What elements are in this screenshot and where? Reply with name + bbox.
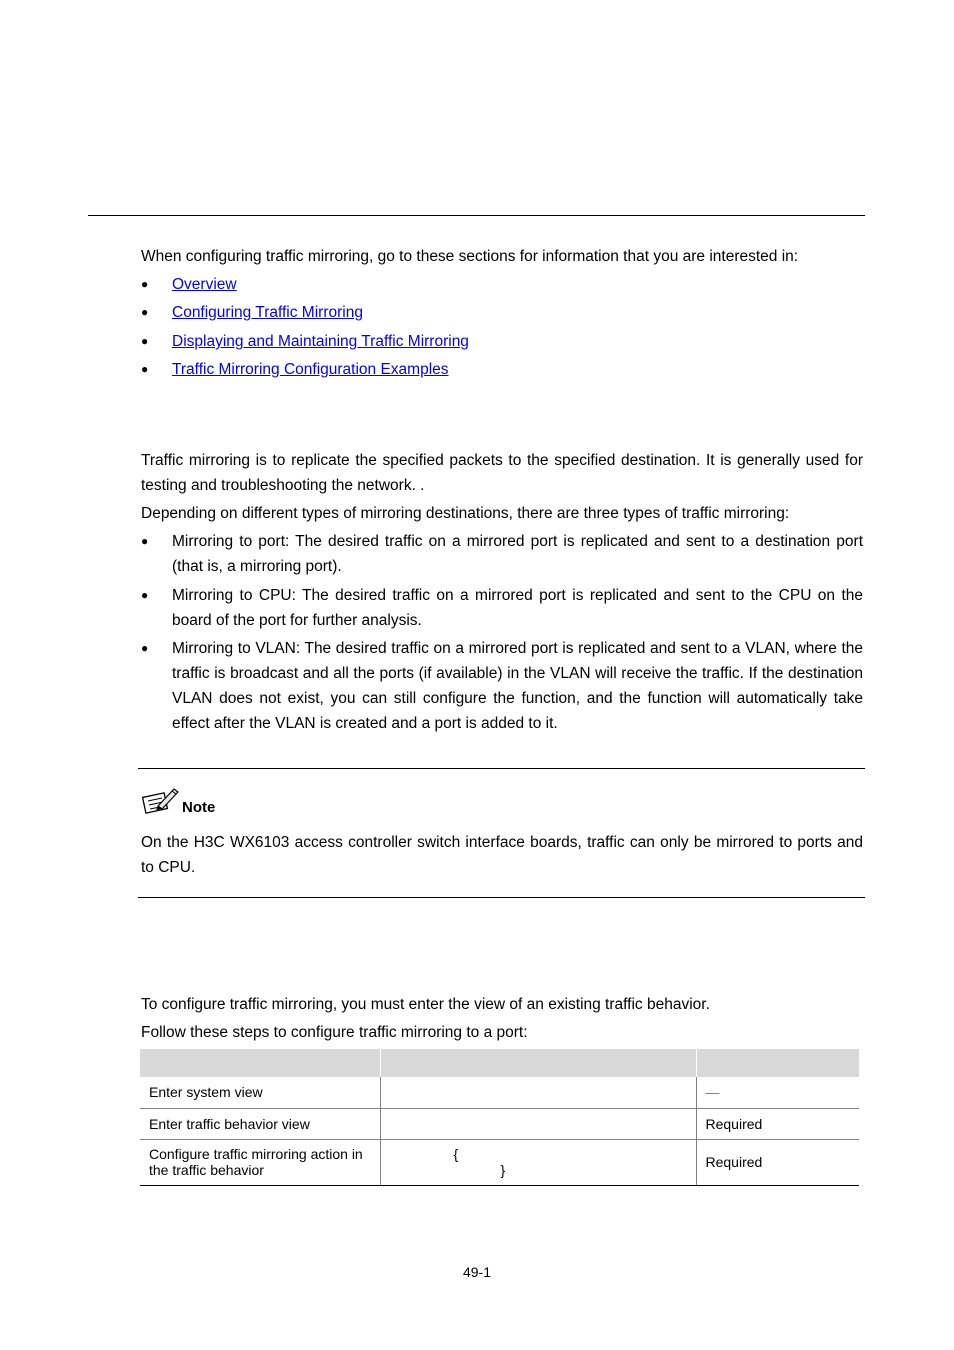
command-cell [380, 1077, 696, 1108]
bullet-icon: ● [141, 277, 149, 291]
mirroring-type-text: Mirroring to VLAN: The desired traffic on a mirrored port is replicated and sent to a VLAN, where the traffic is broadcast and all the ports (if available) in the VLAN will receive the traffic. If the destination VLAN does not exist, you can still configure the function, and the function will automatically take effect after the VLAN is created and a port is added to it. [172, 640, 863, 732]
mirroring-type-text: Mirroring to port: The desired traffic on a mirrored port is replicated and sent to a destination port (that is, a mirroring port). [172, 533, 863, 575]
remark-cell: — [696, 1077, 859, 1108]
step-cell: Enter traffic behavior view [140, 1108, 380, 1139]
command-cell [380, 1139, 696, 1185]
command-brace-close: } [500, 1161, 506, 1178]
remark-cell: Required [696, 1139, 859, 1185]
mirroring-type-text: Mirroring to CPU: The desired traffic on a mirrored port is replicated and sent to the CPU on the board of the port for further analysis. [172, 587, 863, 629]
bullet-icon: ● [141, 305, 149, 319]
bullet-icon: ● [141, 641, 149, 655]
overview-paragraph-2: Depending on different types of mirroring destinations, there are three types of traffic mirroring: [141, 505, 790, 522]
page-number: 49-1 [462, 1264, 492, 1280]
toc-link-configuring[interactable]: Configuring Traffic Mirroring [172, 304, 363, 321]
step-cell: Configure traffic mirroring action in the traffic behavior [140, 1139, 380, 1185]
bullet-icon: ● [141, 362, 149, 376]
note-label: Note [182, 799, 216, 816]
top-rule [88, 215, 865, 216]
note-top-rule [138, 768, 865, 769]
toc-link-examples[interactable]: Traffic Mirroring Configuration Examples [172, 361, 449, 378]
note-pencil-icon [142, 786, 180, 814]
command-cell [380, 1108, 696, 1139]
table-row [140, 1108, 859, 1139]
bullet-icon: ● [141, 334, 149, 348]
toc-link-overview[interactable]: Overview [172, 276, 237, 293]
table-header-cell [380, 1049, 696, 1077]
note-bottom-rule [138, 897, 865, 898]
overview-paragraph-1: Traffic mirroring is to replicate the specified packets to the specified destination. It is generally used for testing and troubleshooting the network. . [141, 452, 863, 494]
step-cell: Enter system view [140, 1077, 380, 1108]
config-paragraph-2: Follow these steps to configure traffic mirroring to a port: [141, 1024, 528, 1041]
config-steps-table [140, 1049, 859, 1186]
remark-cell: Required [696, 1108, 859, 1139]
table-row [140, 1139, 859, 1185]
table-header-row [140, 1049, 859, 1077]
config-paragraph-1: To configure traffic mirroring, you must enter the view of an existing traffic behavior. [141, 996, 710, 1013]
command-brace-open: { [453, 1145, 459, 1162]
bullet-icon: ● [141, 588, 149, 602]
note-text: On the H3C WX6103 access controller switch interface boards, traffic can only be mirrored to ports and to CPU. [141, 834, 863, 876]
bullet-icon: ● [141, 534, 149, 548]
toc-link-displaying[interactable]: Displaying and Maintaining Traffic Mirroring [172, 333, 469, 350]
intro-paragraph: When configuring traffic mirroring, go to these sections for information that you are interested in: [141, 248, 799, 265]
table-row [140, 1077, 859, 1108]
table-header-cell [696, 1049, 859, 1077]
table-header-cell [140, 1049, 380, 1077]
